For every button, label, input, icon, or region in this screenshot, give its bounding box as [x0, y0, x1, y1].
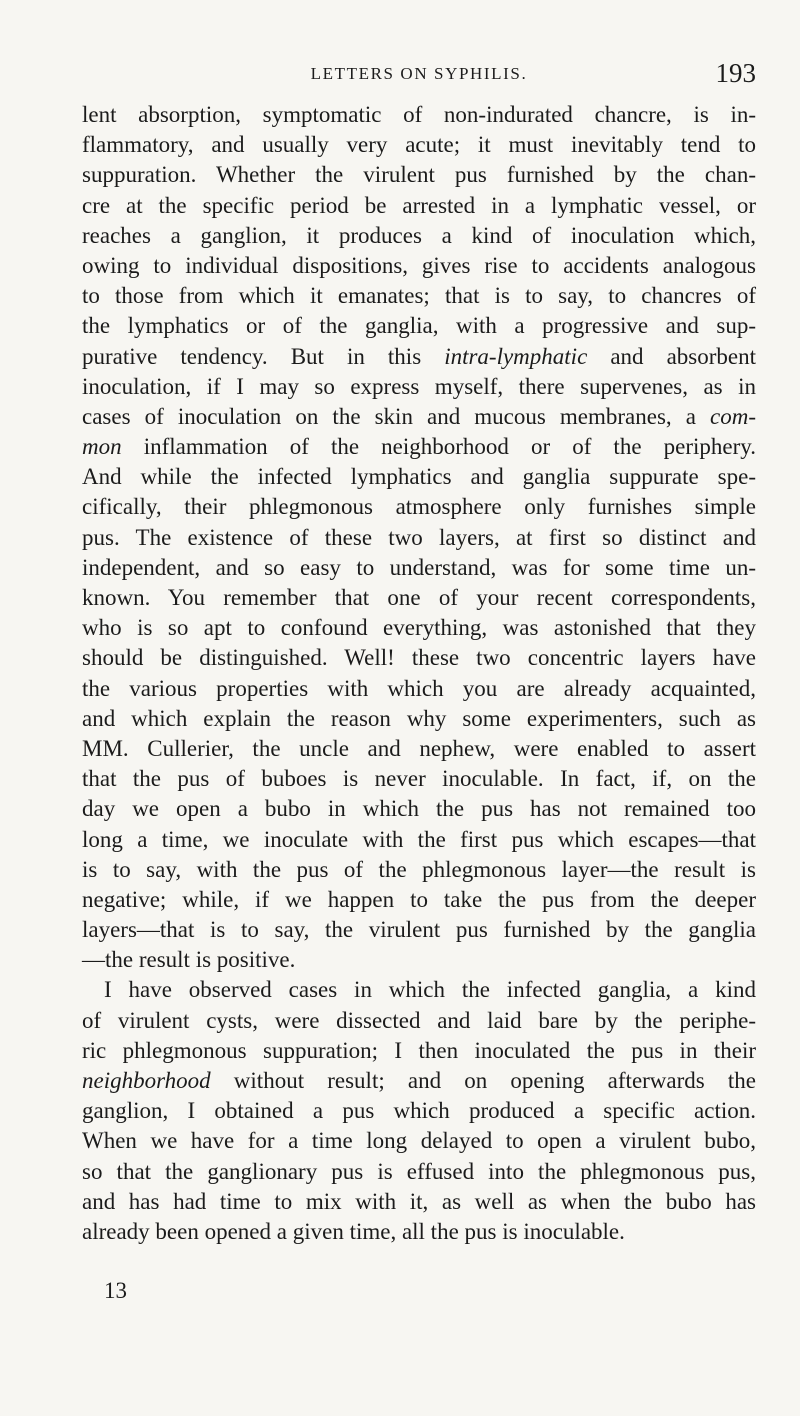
text-line: suppuration. Whether the virulent pus furnished by the chan-	[82, 162, 756, 188]
text-line: cifically, their phlegmonous atmosphere only furnishes simple	[82, 494, 756, 520]
italic-term: mon	[82, 434, 122, 460]
text-line: owing to individual dispositions, gives rise to accidents analogous	[82, 252, 756, 278]
text-line: layers—that is to say, the virulent pus furnished by the ganglia	[82, 917, 756, 943]
text-run: purative tendency. But in this	[82, 343, 445, 369]
page-number: 193	[715, 58, 756, 88]
text-line: who is so apt to confound everything, was astonished that they	[82, 615, 756, 641]
text-line: reaches a ganglion, it produces a kind of inoculation which,	[82, 222, 756, 248]
text-line: And while the infected lymphatics and ganglia suppurate spe-	[82, 464, 756, 490]
text-line: and which explain the reason why some experimenters, such as	[82, 705, 756, 731]
text-line: long a time, we inoculate with the first pus which escapes—that	[82, 826, 756, 852]
body-text	[82, 100, 756, 1247]
text-line	[82, 1066, 756, 1096]
text-run: inflammation of the neighborhood or of the periphery.	[121, 434, 756, 460]
text-line	[82, 402, 756, 432]
text-line: negative; while, if we happen to take the pus from the deeper	[82, 886, 756, 912]
text-line: cre at the specific period be arrested in a lymphatic vessel, or	[82, 192, 756, 218]
text-line: day we open a bubo in which the pus has not remained too	[82, 796, 756, 822]
text-line: that the pus of buboes is never inoculable. In fact, if, on the	[82, 766, 756, 792]
text-line: to those from which it emanates; that is to say, to chancres of	[82, 283, 756, 309]
text-line: and has had time to mix with it, as well as when the bubo has	[82, 1188, 756, 1214]
text-line: When we have for a time long delayed to open a virulent bubo,	[82, 1128, 756, 1154]
text-line: should be distinguished. Well! these two concentric layers have	[82, 645, 756, 671]
text-line: lent absorption, symptomatic of non-indurated chancre, is in-	[82, 102, 756, 127]
text-line: pus. The existence of these two layers, at first so distinct and	[82, 524, 756, 550]
text-line: ganglion, I obtained a pus which produced a specific action.	[82, 1098, 756, 1124]
italic-term: com-	[710, 403, 756, 429]
text-line: ric phlegmonous suppuration; I then inoculated the pus in their	[82, 1037, 756, 1063]
running-title: LETTERS ON SYPHILIS.	[310, 64, 528, 83]
text-run: and absorbent	[587, 343, 756, 369]
text-line: inoculation, if I may so express myself, there supervenes, as in	[82, 373, 756, 399]
text-line: I have observed cases in which the infected ganglia, a kind	[104, 977, 756, 1003]
text-line: the various properties with which you are already acquainted,	[82, 675, 756, 701]
text-line: —the result is positive.	[82, 947, 296, 973]
text-line: known. You remember that one of your recent correspondents,	[82, 585, 756, 610]
text-line: the lymphatics or of the ganglia, with a progressive and sup-	[82, 313, 756, 339]
text-line: flammatory, and usually very acute; it must inevitably tend to	[82, 132, 756, 158]
text-line	[82, 342, 756, 372]
italic-term: intra-lymphatic	[444, 343, 588, 369]
text-line: so that the ganglionary pus is effused into the phlegmonous pus,	[82, 1158, 756, 1184]
text-line: of virulent cysts, were dissected and laid bare by the periphe-	[82, 1007, 756, 1033]
text-line: is to say, with the pus of the phlegmonous layer—the result is	[82, 856, 756, 882]
text-run: without result; and on opening afterwards the	[210, 1068, 756, 1093]
text-line: independent, and so easy to understand, was for some time un-	[82, 554, 756, 580]
text-line	[82, 432, 756, 462]
text-line: already been opened a given time, all the pus is inoculable.	[82, 1218, 625, 1244]
running-head	[82, 58, 756, 94]
text-run: cases of inoculation on the skin and mucous membranes, a	[82, 403, 711, 429]
italic-term: neighborhood	[82, 1068, 211, 1093]
text-line: MM. Cullerier, the uncle and nephew, were enabled to assert	[82, 735, 756, 761]
signature-mark: 13	[104, 1278, 127, 1303]
